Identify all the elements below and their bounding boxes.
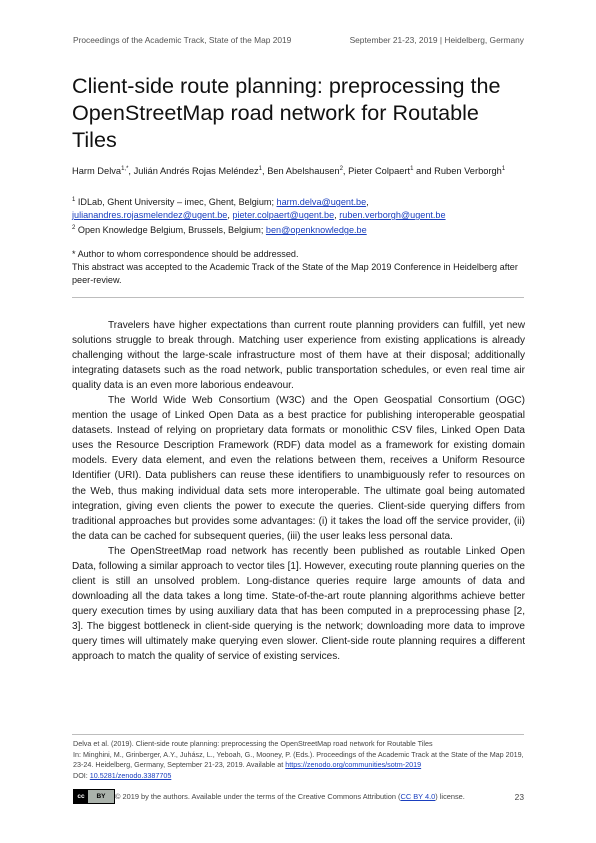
email-link[interactable]: ben@openknowledge.be: [265, 225, 367, 236]
author-affiliation-mark: 1: [501, 166, 506, 172]
email-link[interactable]: pieter.colpaert@ugent.be: [232, 210, 335, 221]
author-list: Harm Delva$^{1,*}$, Julián Andrés Rojas Meléndez$^1$, Ben Abelshausen$^2$, Pieter Colpaert$^1$ and Ruben Verborgh$^1$: [72, 166, 506, 177]
paper-title: Client-side route planning: preprocessing the OpenStreetMap road network for Routable Tiles: [72, 73, 501, 152]
body-paragraph: The World Wide Web Consortium (W3C) and the Open Geospatial Consortium (OGC) mention the usage of Linked Open Data as a best practice for publishing interoperable geospatial datasets. Instead of relying on proprietary data formats or monolithic CSV files, Linked Open Data uses the Resource Description Framework (RDF) data model as a framework for existing domain models. Every data element, and even the relations between them, receives a Uniform Resource Identifier (URI). Data publishers can reuse these identifiers to unambiguously refer to resources on the Web, thus making individual data sets more interoperable. The ultimate goal being automated integration, giving even clients the power to execute the queries. Client-side querying differs from traditional approaches but provides some advantages: (i) it takes the load off the service provider, (ii) the data can be cached for subsequent queries, (iii) the user leaks less personal data.: [72, 395, 525, 542]
author-affiliation-mark: 2: [339, 166, 343, 172]
page-number: 23: [514, 792, 524, 802]
author-affiliation-mark: 1: [410, 166, 414, 172]
body-paragraph: Travelers have higher expectations than current route planning providers can fulfill, yet new solutions struggle to break through. Matching user experience from existing applications is already challenging without the large-scale infrastructure most of them have at their disposal; additionally integrating datasets such as the road network, public transportation schedules, or even real time air quality data is an even more laborious endeavour.: [72, 320, 525, 392]
divider: [72, 297, 524, 298]
doi-label: DOI:: [73, 770, 88, 780]
affiliation-2: [72, 222, 532, 237]
author-name: Julián Andrés Rojas Meléndez: [133, 166, 259, 177]
author-affiliation-mark: 1: [258, 166, 263, 172]
author-name: Pieter Colpaert: [348, 166, 411, 177]
affiliation-text: IDLab, Ghent University – imec, Ghent, Belgium;: [77, 197, 274, 208]
author-name: Ben Abelshausen: [267, 166, 340, 177]
author-name: Ruben Verborgh: [434, 166, 502, 177]
by-icon: BY: [96, 793, 106, 800]
front-notes: [72, 248, 525, 287]
abstract-body: [72, 318, 525, 664]
doi-link[interactable]: 10.5281/zenodo.3387705: [89, 770, 172, 780]
running-header-left: Proceedings of the Academic Track, State of the Map 2019: [73, 35, 292, 45]
email-link[interactable]: harm.delva@ugent.be: [276, 197, 367, 208]
in-proceedings-line: [73, 750, 525, 771]
footer-citation: [73, 739, 525, 781]
author-conjunction: and: [416, 166, 432, 177]
cc-icon: cc: [74, 790, 88, 803]
cc-by-badge: [73, 789, 115, 804]
affiliations: [72, 194, 532, 237]
affiliation-mark: 2: [72, 225, 76, 232]
zenodo-link[interactable]: https://zenodo.org/communities/sotm-2019: [285, 760, 422, 769]
acceptance-note: This abstract was accepted to the Academic Track of the State of the Map 2019 Conference in Heidelberg after peer-review.: [72, 262, 518, 285]
citation-line: Delva et al. (2019). Client-side route planning: preprocessing the OpenStreetMap road network for Routable Tiles: [73, 739, 433, 748]
affiliation-1: $^1$ IDLab, Ghent University – imec, Ghent, Belgium; harm.delva@ugent.be, julianandres.rojasmelendez@ugent.be, pieter.colpaert@ugent.be, ruben.verborgh@ugent.be: [72, 197, 446, 221]
license-text-post: ) license.: [435, 792, 465, 801]
body-paragraph: The OpenStreetMap road network has recently been published as routable Linked Open Data, following a similar approach to vector tiles [1]. However, executing route planning queries on the client is still an unsolved problem. Long-distance queries require large amounts of data and downloading all the data takes a long time. State-of-the-art route planning algorithms achieve better query execution times by using auxiliary data that has been computed in a preprocessing phase [2, 3]. The biggest bottleneck in client-side querying is the network; downloading more data to improve query times will ultimately make querying even slower. Client-side route planning requires a different approach to match the quality of service of existing services.: [72, 545, 525, 663]
author-affiliation-mark: 1,*: [121, 166, 129, 172]
in-proceedings-text: In: Minghini, M., Grinberger, A.Y., Juhász, L., Yeboah, G., Mooney, P. (Eds.). Proceedings of the Academic Track at the State of the Map 2019, 23-24. Heidelberg, Germany, September 21-23, 2019. Available at: [73, 749, 524, 769]
correspondence-note: * Author to whom correspondence should be addressed.: [72, 249, 299, 259]
author-name: Harm Delva: [72, 166, 122, 177]
affiliation-mark: 1: [72, 197, 76, 203]
license-link[interactable]: CC BY 4.0: [400, 792, 436, 801]
divider: [72, 734, 524, 735]
doi-line: [73, 771, 525, 782]
running-header-right: September 21-23, 2019 | Heidelberg, Germany: [349, 35, 524, 45]
email-link[interactable]: ruben.verborgh@ugent.be: [339, 210, 446, 221]
affiliation-text: Open Knowledge Belgium, Brussels, Belgium;: [77, 225, 264, 236]
email-link[interactable]: julianandres.rojasmelendez@ugent.be: [72, 210, 228, 221]
license-line: [115, 792, 465, 801]
license-text-pre: © 2019 by the authors. Available under the terms of the Creative Commons Attribution (: [115, 792, 401, 801]
